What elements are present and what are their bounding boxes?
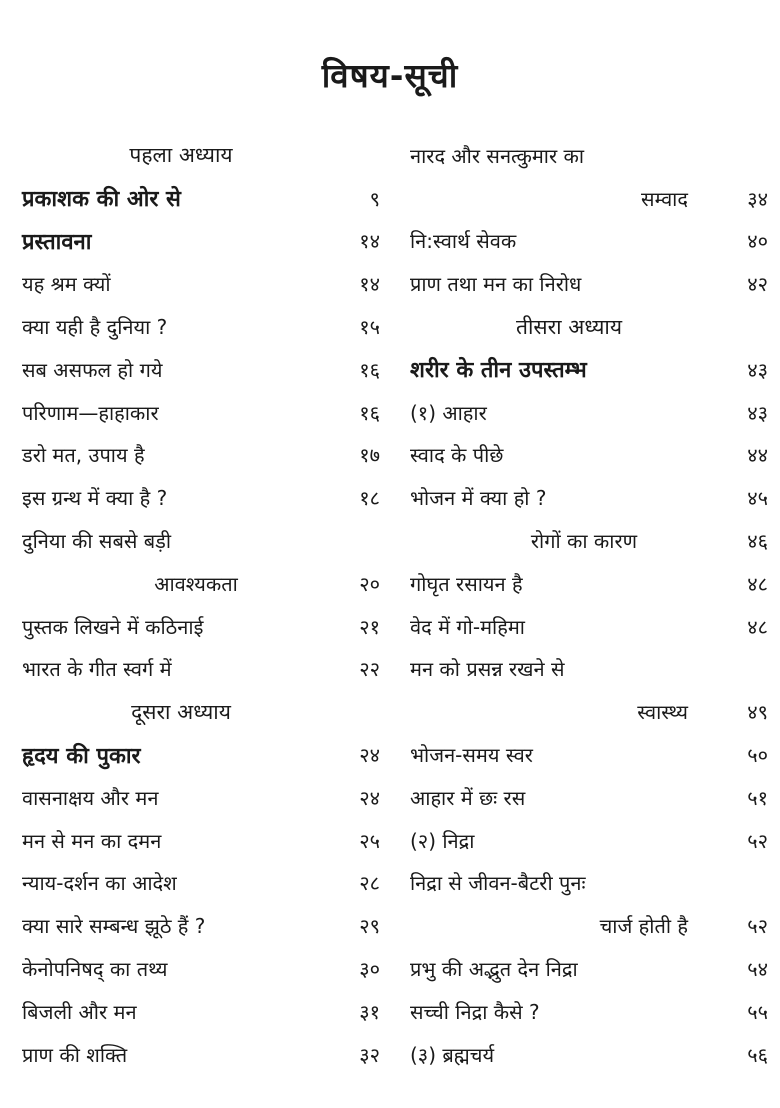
entry-title: भोजन में क्या हो ?: [410, 486, 547, 511]
toc-entry: [22, 605, 380, 648]
toc-entry: [410, 904, 768, 947]
toc-entry: [410, 1033, 768, 1076]
entry-title: रोगों का कारण: [530, 529, 638, 554]
page-number: १६: [359, 357, 380, 382]
entry-title: सम्वाद: [641, 186, 688, 211]
page-number: ९: [369, 186, 380, 211]
page-number: २५: [359, 828, 380, 853]
entry-title: स्वाद के पीछे: [410, 443, 504, 468]
toc-entry: [410, 562, 768, 605]
toc-entry: [22, 1033, 380, 1076]
entry-title: प्राण तथा मन का निरोध: [410, 272, 582, 297]
page-number: १५: [359, 315, 380, 340]
toc-entry: [22, 220, 380, 263]
toc-entry: [410, 947, 768, 990]
entry-title: यह श्रम क्यों: [22, 272, 111, 297]
toc-entry: [410, 733, 768, 776]
entry-title: क्या यही है दुनिया ?: [22, 315, 168, 340]
toc-entry: [22, 305, 380, 348]
contents-left-column: [22, 134, 380, 1076]
page-number: २४: [359, 785, 380, 810]
entry-title: दूसरा अध्याय: [131, 699, 231, 724]
page-number: २९: [359, 914, 380, 939]
toc-entry: [22, 177, 380, 220]
entry-title: न्याय-दर्शन का आदेश: [22, 871, 177, 896]
entry-title: क्या सारे सम्बन्ध झूठे हैं ?: [22, 914, 206, 939]
page-title: विषय-सूची: [321, 56, 459, 95]
page-number: ५२: [747, 914, 768, 939]
chapter-heading: [22, 134, 380, 177]
page-number: ४८: [747, 571, 768, 596]
page-number: १६: [359, 400, 380, 425]
entry-title: प्रस्तावना: [22, 229, 92, 255]
contents-right-column: [410, 134, 768, 1076]
entry-title: केनोपनिषद् का तथ्य: [22, 957, 168, 982]
page-number: ४३: [747, 357, 768, 382]
page-number: ५५: [747, 999, 768, 1024]
page-number: २०: [359, 571, 380, 596]
page-number: २१: [359, 614, 380, 639]
toc-entry: [22, 391, 380, 434]
entry-title: प्रभु की अद्भुत देन निद्रा: [410, 957, 578, 982]
page-number: ३२: [359, 1042, 380, 1067]
entry-title: (२) निद्रा: [410, 828, 475, 853]
entry-title: शरीर के तीन उपस्तम्भ: [410, 358, 587, 384]
toc-entry: [410, 605, 768, 648]
page-number: ३१: [359, 999, 380, 1024]
chapter-heading: [410, 305, 768, 348]
page-number: ४६: [747, 529, 768, 554]
toc-entry: [410, 819, 768, 862]
entry-title: बिजली और मन: [22, 999, 137, 1024]
page-number: ४३: [747, 400, 768, 425]
entry-title: नि:स्वार्थ सेवक: [410, 229, 517, 254]
toc-entry: [22, 348, 380, 391]
toc-entry: [410, 862, 768, 905]
toc-entry: [410, 690, 768, 733]
toc-entry: [22, 819, 380, 862]
page-number: ५४: [747, 957, 768, 982]
toc-entry: [410, 348, 768, 391]
toc-entry: [410, 177, 768, 220]
page-number: २८: [359, 871, 380, 896]
entry-title: प्रकाशक की ओर से: [22, 187, 181, 213]
page-number: १७: [359, 443, 380, 468]
toc-entry: [410, 262, 768, 305]
toc-entry: [410, 519, 768, 562]
toc-entry: [22, 947, 380, 990]
toc-entry: [410, 648, 768, 691]
page-number: ३४: [747, 186, 768, 211]
entry-title: वासनाक्षय और मन: [22, 785, 159, 810]
chapter-heading: [22, 690, 380, 733]
entry-title: परिणाम—हाहाकार: [22, 400, 159, 425]
page-number: १८: [359, 486, 380, 511]
page-number: २२: [359, 657, 380, 682]
toc-entry: [22, 519, 380, 562]
page-number: ४८: [747, 614, 768, 639]
entry-title: तीसरा अध्याय: [515, 314, 623, 339]
toc-entry: [410, 391, 768, 434]
page-number: ३०: [359, 957, 380, 982]
entry-title: निद्रा से जीवन-बैटरी पुनः: [410, 871, 586, 896]
toc-entry: [22, 904, 380, 947]
toc-entry: [410, 220, 768, 263]
toc-entry: [22, 562, 380, 605]
entry-title: गोघृत रसायन है: [410, 571, 523, 596]
entry-title: भारत के गीत स्वर्ग में: [22, 657, 172, 682]
entry-title: आहार में छः रस: [410, 785, 526, 810]
page-number: ४२: [747, 272, 768, 297]
entry-title: सच्ची निद्रा कैसे ?: [410, 999, 540, 1024]
page-number: ५१: [747, 785, 768, 810]
entry-title: दुनिया की सबसे बड़ी: [22, 529, 172, 554]
entry-title: हृदय की पुकार: [22, 743, 141, 769]
entry-title: मन से मन का दमन: [22, 828, 162, 853]
page-number: ४९: [747, 700, 768, 725]
toc-entry: [22, 262, 380, 305]
toc-entry: [22, 648, 380, 691]
entry-title: सब असफल हो गये: [22, 357, 163, 382]
page-number: ५६: [747, 1042, 768, 1067]
entry-title: वेद में गो-महिमा: [410, 614, 525, 639]
page-number: १४: [359, 229, 380, 254]
page-number: ४०: [747, 229, 768, 254]
toc-entry: [410, 776, 768, 819]
toc-entry: [22, 776, 380, 819]
entry-title: पहला अध्याय: [129, 143, 233, 168]
entry-title: इस ग्रन्थ में क्या है ?: [22, 486, 168, 511]
entry-title: प्राण की शक्ति: [22, 1042, 128, 1067]
page-number: ५०: [747, 743, 768, 768]
entry-title: (३) ब्रह्मचर्य: [410, 1042, 495, 1067]
page-number: ५२: [747, 828, 768, 853]
entry-title: चार्ज होती है: [599, 914, 688, 939]
entry-title: स्वास्थ्य: [637, 700, 688, 725]
page-number: २४: [359, 743, 380, 768]
entry-title: नारद और सनत्कुमार का: [410, 143, 585, 168]
toc-entry: [22, 862, 380, 905]
toc-entry: [22, 733, 380, 776]
entry-title: आवश्यकता: [154, 571, 238, 596]
entry-title: भोजन-समय स्वर: [410, 743, 533, 768]
entry-title: डरो मत, उपाय है: [22, 443, 145, 468]
entry-title: पुस्तक लिखने में कठिनाई: [22, 614, 204, 639]
toc-entry: [22, 990, 380, 1033]
page-number: १४: [359, 272, 380, 297]
page-number: ४५: [747, 486, 768, 511]
toc-entry: [410, 134, 768, 177]
page-number: ४४: [747, 443, 768, 468]
entry-title: (१) आहार: [410, 400, 487, 425]
toc-entry: [22, 476, 380, 519]
toc-entry: [410, 990, 768, 1033]
toc-entry: [410, 434, 768, 477]
toc-entry: [22, 434, 380, 477]
toc-entry: [410, 476, 768, 519]
entry-title: मन को प्रसन्न रखने से: [410, 657, 565, 682]
